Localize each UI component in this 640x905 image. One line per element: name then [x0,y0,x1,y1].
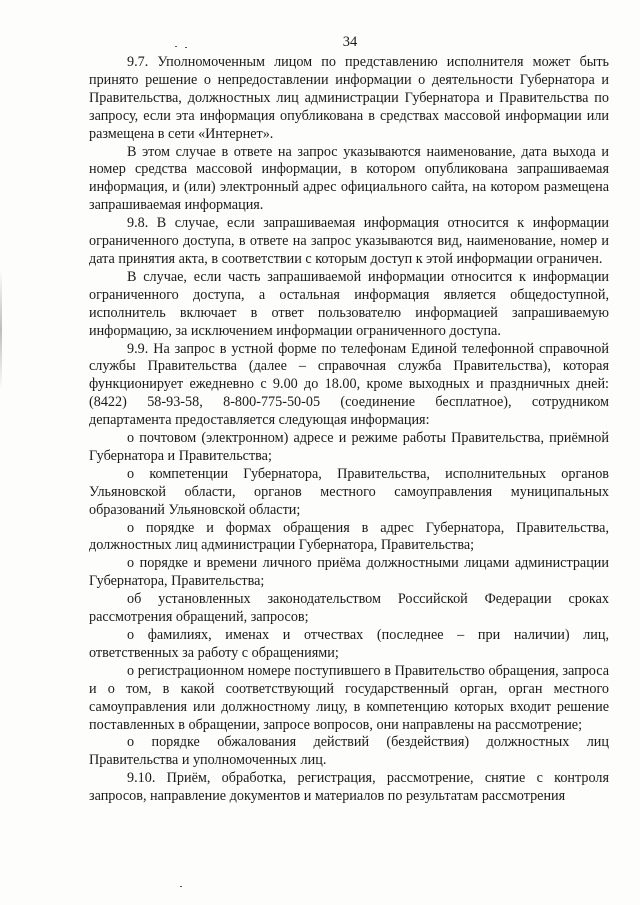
list-item-deadlines: об установленных законодательством Российской Федерации сроках рассмотрения обращений, запросов; [89,591,609,626]
list-item-responsible-persons: о фамилиях, именах и отчествах (последнее – при наличии) лиц, ответственных за работу с обращениями; [89,627,609,661]
list-item-complaints: о порядке обжалования действий (бездействия) должностных лиц Правительства и уполномоченных лиц. [89,734,609,769]
paragraph-9-7-response: В этом случае в ответе на запрос указываются наименование, дата выхода и номер средства массовой информации, в котором опубликована запрашиваемая информация, и (или) электронный адрес официального сайта, на котором размещена запрашиваемая информация. [89,143,609,214]
paragraph-9-8: 9.8. В случае, если запрашиваемая информация относится к информации ограниченного доступа, в ответе на запрос указываются вид, наименование, номер и дата принятия акта, в соответствии с которым доступ к этой информации ограничен. [89,215,609,267]
page-number: 34 [342,34,358,50]
scan-speck [180,886,182,887]
list-item-registration: о регистрационном номере поступившего в Правительство обращения, запроса и о том, в какой соответствующий государственный орган, орган местного самоуправления или должностному лицу, в компетенцию которых входит решение поставленных в обращении, запросе вопросов, они направлены на рассмотрение; [89,662,609,733]
paragraph-9-7: 9.7. Уполномоченным лицом по представлению исполнителя может быть принято решение о непредоставлении информации о деятельности Губернатора и Правительства, должностных лиц администрации Губернатора и Правительства по запросу, если эта информация опубликована в средствах массовой информации или размещена в сети «Интернет». [89,54,609,142]
scan-edge-shadow [0,270,2,390]
list-item-appeal-procedure: о порядке и формах обращения в адрес Губернатора, Правительства, должностных лиц администрации Губернатора, Правительства; [89,519,609,554]
list-item-address: о почтовом (электронном) адресе и режиме работы Правительства, приёмной Губернатора и Правительства; [89,430,609,464]
list-item-competence: о компетенции Губернатора, Правительства, исполнительных органов Ульяновской области, органов местного самоуправления муниципальных образований Ульяновской области; [89,465,609,518]
paragraph-9-10: 9.10. Приём, обработка, регистрация, рассмотрение, снятие с контроля запросов, направление документов и материалов по результатам рассмотрения [89,770,609,805]
paragraph-9-8-partial: В случае, если часть запрашиваемой информации относится к информации ограниченного доступа, а остальная информация является общедоступной, исполнитель включает в ответ пользователю информацией запрашиваемую информацию, за исключением информации ограниченного доступа. [89,268,609,339]
document-body [89,54,609,806]
list-item-reception: о порядке и времени личного приёма должностными лицами администрации Губернатора, Правительства; [89,555,609,590]
paragraph-9-9: 9.9. На запрос в устной форме по телефонам Единой телефонной справочной службы Правительства (далее – справочная служба Правительства), которая функционирует ежедневно с 9.00 до 18.00, кроме выходных и праздничных дней: (8422) 58-93-58, 8-800-775-50-05 (соединение бесплатное), сотрудником департамента предоставляется следующая информация: [89,340,609,429]
